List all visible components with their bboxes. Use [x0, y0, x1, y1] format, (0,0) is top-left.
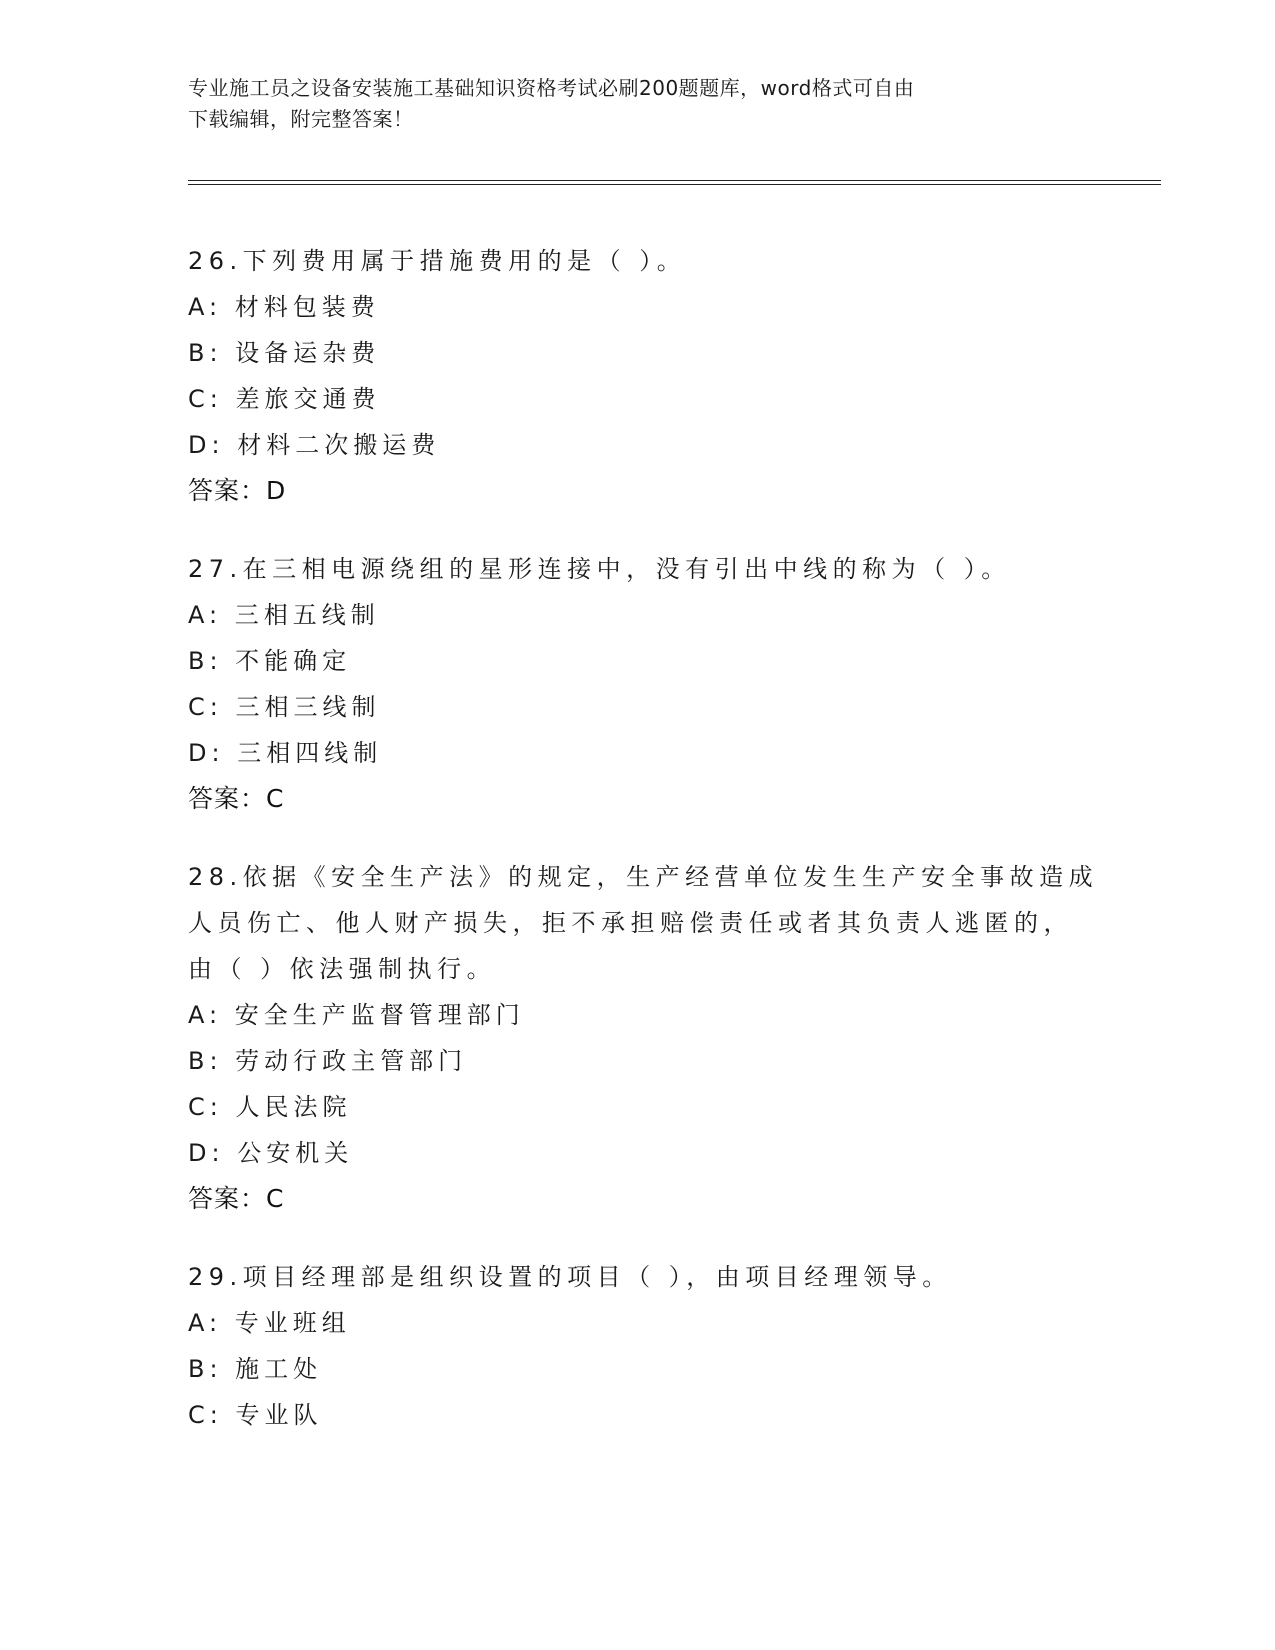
answer: 答案：C — [188, 784, 285, 813]
answer: 答案：D — [188, 476, 287, 505]
answer: 答案：C — [188, 1184, 285, 1213]
question-list — [188, 238, 1128, 1470]
question-stem-line-3: 由（ ）依法强制执行。 — [188, 955, 497, 983]
question-26 — [188, 238, 1128, 514]
option-b: B: 施工处 — [188, 1355, 323, 1383]
header-title-line-1: 专业施工员之设备安装施工基础知识资格考试必刷200题题库，word格式可自由 — [188, 76, 915, 100]
header-title-line-2: 下载编辑，附完整答案！ — [188, 107, 414, 131]
question-stem: 27.在三相电源绕组的星形连接中，没有引出中线的称为（ ）。 — [188, 555, 1011, 583]
question-28 — [188, 854, 1128, 1222]
question-27 — [188, 546, 1128, 822]
option-b: B: 劳动行政主管部门 — [188, 1047, 468, 1075]
option-c: C: 专业队 — [188, 1401, 323, 1429]
header-divider — [188, 180, 1161, 185]
document-header — [188, 73, 1068, 135]
option-a: A: 材料包装费 — [188, 293, 380, 321]
question-29 — [188, 1254, 1128, 1438]
option-d: D: 三相四线制 — [188, 739, 383, 767]
option-d: D: 材料二次搬运费 — [188, 431, 441, 459]
option-b: B: 不能确定 — [188, 647, 352, 675]
option-c: C: 差旅交通费 — [188, 385, 381, 413]
question-stem: 29.项目经理部是组织设置的项目（ ），由项目经理领导。 — [188, 1263, 952, 1291]
option-c: C: 三相三线制 — [188, 693, 381, 721]
option-c: C: 人民法院 — [188, 1093, 352, 1121]
option-a: A: 安全生产监督管理部门 — [188, 1001, 525, 1029]
question-stem-line-2: 人员伤亡、他人财产损失，拒不承担赔偿责任或者其负责人逃匿的， — [188, 909, 1073, 937]
question-stem: 26.下列费用属于措施费用的是（ ）。 — [188, 247, 687, 275]
option-b: B: 设备运杂费 — [188, 339, 381, 367]
question-stem-line-1: 28.依据《安全生产法》的规定，生产经营单位发生生产安全事故造成 — [188, 863, 1099, 891]
option-a: A: 三相五线制 — [188, 601, 380, 629]
option-a: A: 专业班组 — [188, 1309, 351, 1337]
option-d: D: 公安机关 — [188, 1139, 354, 1167]
